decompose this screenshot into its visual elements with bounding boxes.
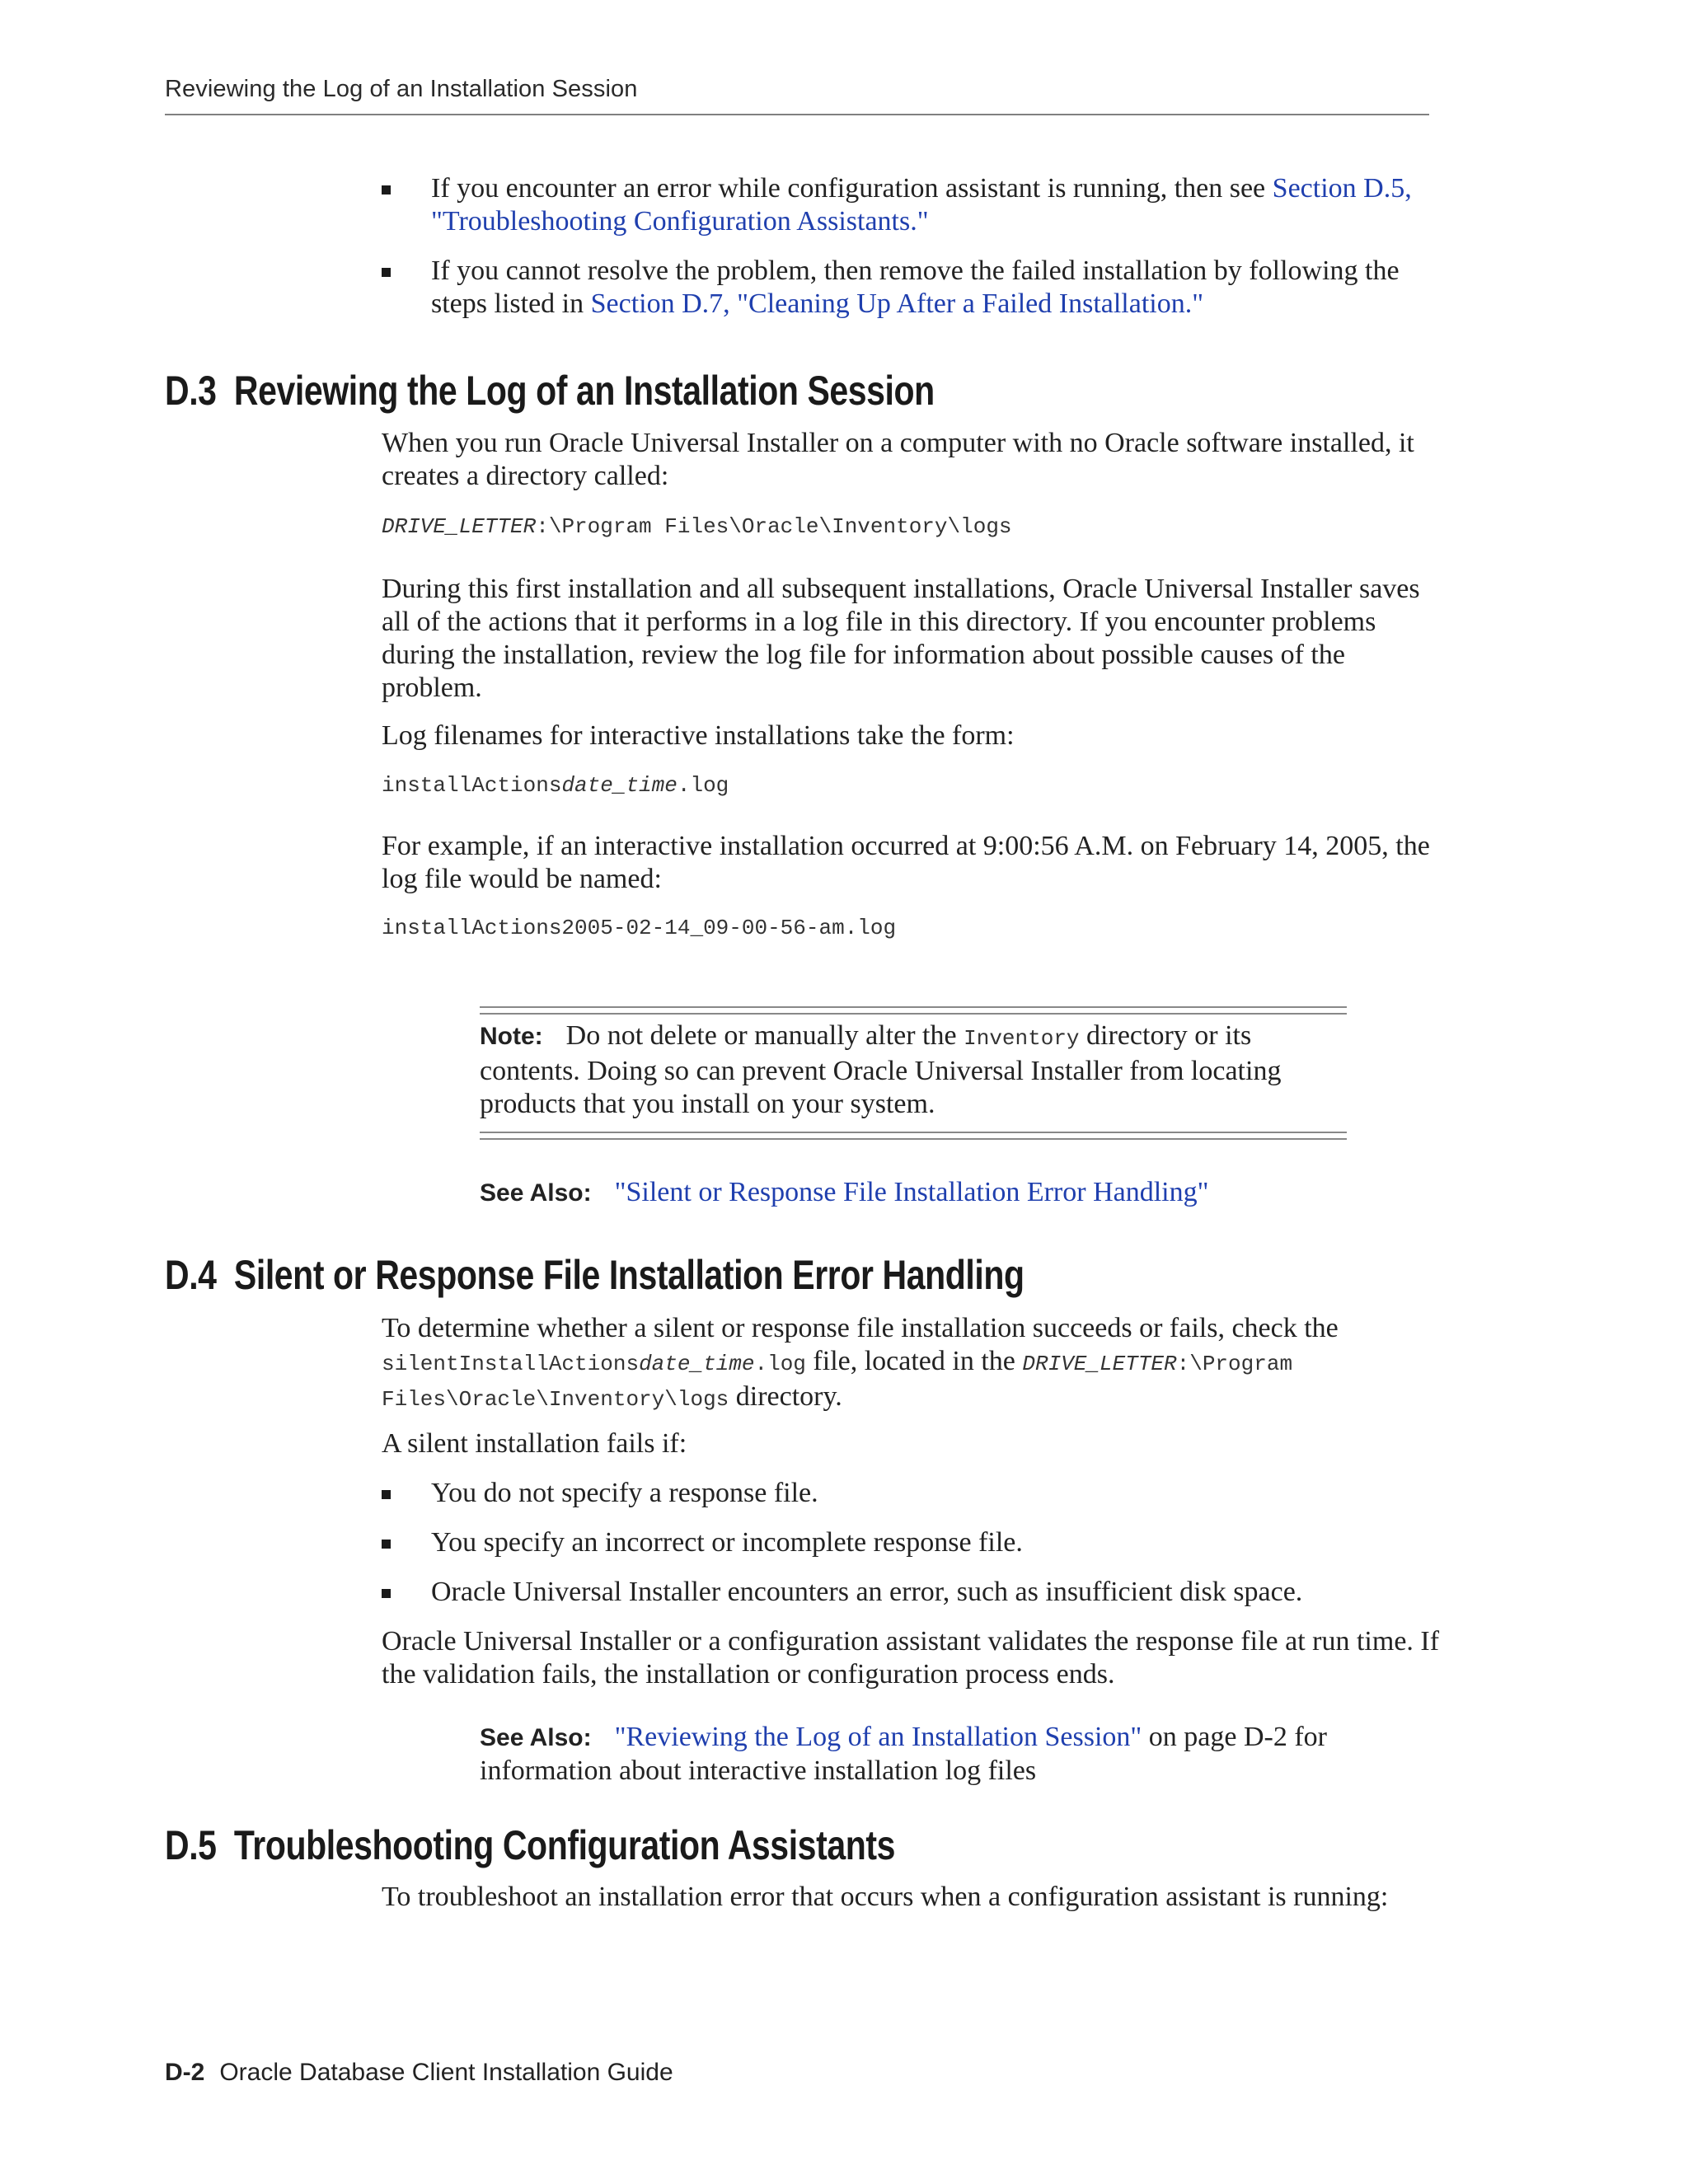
d3-paragraph-4: For example, if an interactive installation occurred at 9:00:56 A.M. on February 14, 2005, the log file would be named: (382, 831, 1430, 894)
section-heading-d4: D.4 Silent or Response File Installation Error Handling (165, 1252, 1025, 1298)
link-reviewing-log[interactable]: "Reviewing the Log of an Installation Session" (614, 1722, 1142, 1752)
note-rule-bottom (480, 1132, 1347, 1140)
page-number: D-2 (165, 2059, 205, 2086)
section-heading-d3: D.3 Reviewing the Log of an Installation Session (165, 368, 935, 414)
list-item: If you encounter an error while configuration assistant is running, then see Section D.5, "Troubleshooting Configuration Assistants." (382, 172, 1445, 238)
intro-bullet-list (382, 172, 1445, 321)
d3-path-code: DRIVE_LETTER:\Program Files\Oracle\Inventory\logs (382, 514, 1012, 539)
list-item: You specify an incorrect or incomplete response file. (382, 1526, 1445, 1559)
running-header: Reviewing the Log of an Installation Session (165, 76, 638, 102)
bullet-square-icon (382, 268, 391, 277)
d3-example-code: installActions2005-02-14_09-00-56-am.log (382, 916, 897, 940)
d4-paragraph-3: Oracle Universal Installer or a configuration assistant validates the response file at run time. If the validation fails, the installation or configuration process ends. (382, 1626, 1440, 1690)
see-also-d4: See Also: "Reviewing the Log of an Installation Session" on page D-2 for information about interactive installation log files (480, 1722, 1327, 1786)
note-rule-top (480, 1006, 1347, 1015)
section-heading-d5: D.5 Troubleshooting Configuration Assistants (165, 1822, 895, 1868)
list-item: Oracle Universal Installer encounters an error, such as insufficient disk space. (382, 1576, 1445, 1609)
link-silent-error-handling[interactable]: "Silent or Response File Installation Error Handling" (614, 1177, 1209, 1207)
bullet-square-icon (382, 185, 391, 194)
note-label: Note: (480, 1023, 543, 1050)
d3-paragraph-1: When you run Oracle Universal Installer on a computer with no Oracle software installed, it creates a directory called: (382, 428, 1414, 491)
header-rule (165, 114, 1429, 115)
link-section-d5[interactable]: Section D.5, "Troubleshooting Configuration Assistants." (431, 173, 1412, 237)
d5-paragraph-1: To troubleshoot an installation error that occurs when a configuration assistant is running: (382, 1882, 1389, 1912)
bullet-square-icon (382, 1540, 391, 1549)
bullet-square-icon (382, 1490, 391, 1499)
d3-paragraph-3: Log filenames for interactive installations take the form: (382, 720, 1015, 751)
list-item: If you cannot resolve the problem, then remove the failed installation by following the steps listed in Section D.7, "Cleaning Up After a Failed Installation." (382, 255, 1445, 321)
d4-paragraph-2: A silent installation fails if: (382, 1428, 687, 1459)
bullet-square-icon (382, 1589, 391, 1598)
list-item: You do not specify a response file. (382, 1477, 1445, 1510)
d4-bullet-list (382, 1477, 1445, 1609)
see-also-label: See Also: (480, 1179, 592, 1207)
note-box: Note: Do not delete or manually alter the Inventory directory or its contents. Doing so can prevent Oracle Universal Installer from locating products that you install on your system. (480, 1020, 1282, 1119)
book-title: Oracle Database Client Installation Guide (219, 2059, 673, 2086)
d3-paragraph-2: During this first installation and all subsequent installations, Oracle Universal Installer saves all of the actions that it performs in a log file in this directory. If you encounter problems during the installation, review the log file for information about possible causes of the problem. (382, 574, 1420, 703)
page-footer (165, 2059, 673, 2087)
d3-form-code: installActionsdate_time.log (382, 773, 729, 798)
see-also-d3 (480, 1176, 1347, 1210)
d4-paragraph-1: To determine whether a silent or response file installation succeeds or fails, check the silentInstallActionsdate_time.log file, located in the DRIVE_LETTER:\Program Files\Oracle\Inventory\logs directory. (382, 1313, 1339, 1412)
see-also-label: See Also: (480, 1724, 592, 1751)
link-section-d7[interactable]: Section D.7, "Cleaning Up After a Failed Installation." (590, 288, 1204, 319)
